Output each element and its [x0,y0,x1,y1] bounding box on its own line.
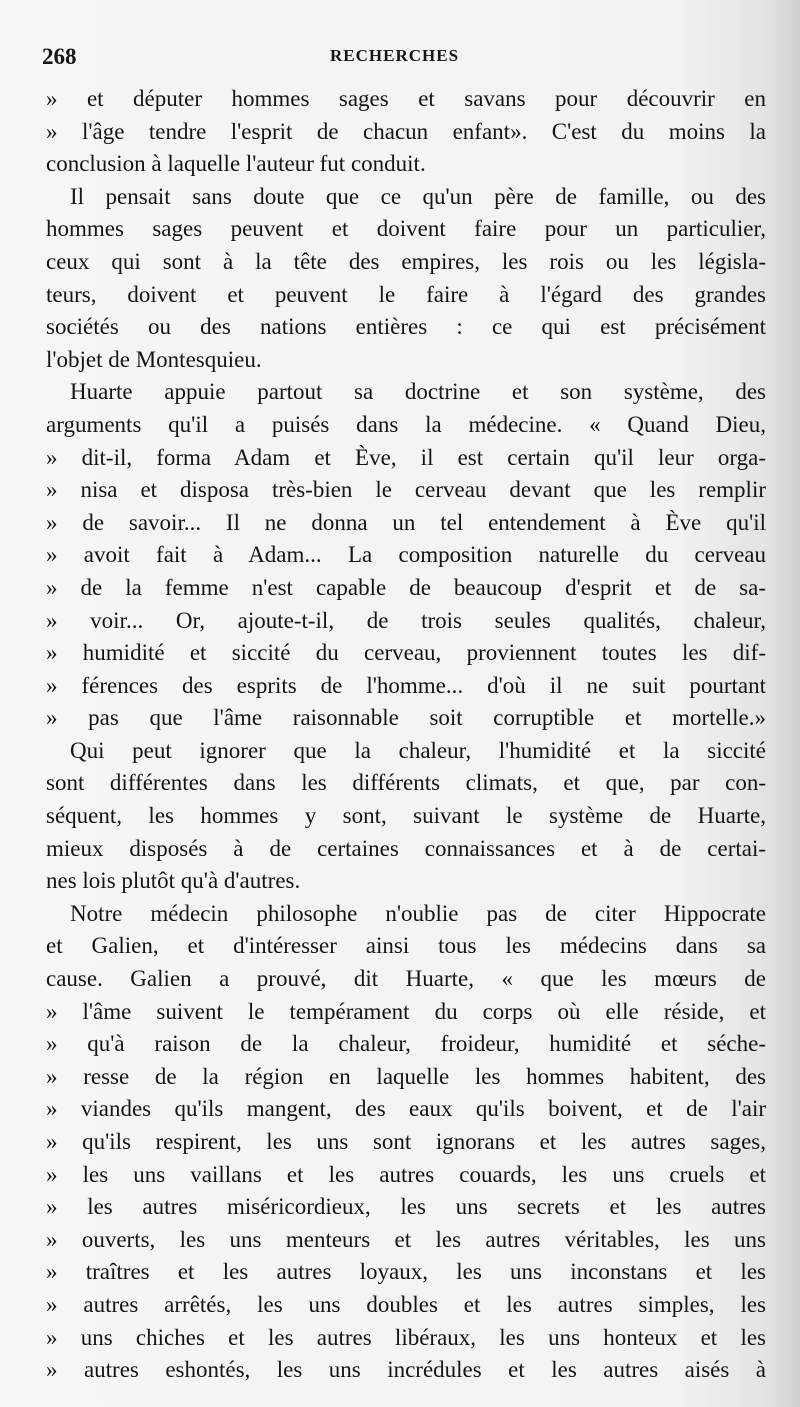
body-text [46,83,766,1387]
text-line: séquent, les hommes y sont, suivant le système de Huarte, [46,803,766,829]
text-line: cause. Galien a prouvé, dit Huarte, « que les mœurs de [46,966,766,992]
text-line: sociétés ou des nations entières : ce qui est précisément [46,314,766,340]
text-line: ceux qui sont à la tête des empires, les rois ou les législa- [46,248,766,274]
text-line: » nisa et disposa très-bien le cerveau devant que les remplir [46,477,766,503]
text-line: » voir... Or, ajoute-t-il, de trois seules qualités, chaleur, [46,607,766,633]
text-line: » humidité et siccité du cerveau, proviennent toutes les dif- [46,640,766,666]
text-line: » autres arrêtés, les uns doubles et les autres simples, les [46,1291,766,1317]
text-line: » traîtres et les autres loyaux, les uns inconstans et les [46,1259,766,1285]
text-line: » les autres miséricordieux, les uns secrets et les autres [46,1194,766,1220]
text-line: » autres eshontés, les uns incrédules et les autres aisés à [46,1357,766,1383]
page-header [42,44,757,80]
text-line: » uns chiches et les autres libéraux, les uns honteux et les [46,1324,766,1350]
text-line: » qu'à raison de la chaleur, froideur, humidité et séche- [46,1031,766,1057]
page-number: 268 [42,44,77,69]
text-line: » viandes qu'ils mangent, des eaux qu'ils boivent, et de l'air [46,1096,766,1122]
text-line: teurs, doivent et peuvent le faire à l'égard des grandes [46,281,766,307]
text-line: » les uns vaillans et les autres couards, les uns cruels et [46,1161,766,1187]
text-line: Notre médecin philosophe n'oublie pas de citer Hippocrate [70,900,766,926]
text-line: » l'âge tendre l'esprit de chacun enfant». C'est du moins la [46,118,766,144]
text-line: » l'âme suivent le tempérament du corps où elle réside, et [46,998,766,1024]
text-line: arguments qu'il a puisés dans la médecine. « Quand Dieu, [46,411,766,437]
text-line: » resse de la région en laquelle les hommes habitent, des [46,1063,766,1089]
text-line: et Galien, et d'intéresser ainsi tous les médecins dans sa [46,933,766,959]
text-line: » de la femme n'est capable de beaucoup d'esprit et de sa- [46,574,766,600]
text-line: » et députer hommes sages et savans pour découvrir en [46,86,766,111]
text-line: Il pensait sans doute que ce qu'un père de famille, ou des [70,183,766,209]
running-head: RECHERCHES [330,46,460,65]
text-line: » avoit fait à Adam... La composition naturelle du cerveau [46,542,766,568]
text-line: nes lois plutôt qu'à d'autres. [46,868,301,894]
text-line: Qui peut ignorer que la chaleur, l'humidité et la siccité [70,737,766,763]
text-line: » dit-il, forma Adam et Ève, il est certain qu'il leur orga- [46,444,766,470]
text-line: l'objet de Montesquieu. [46,346,262,372]
text-line: » férences des esprits de l'homme... d'où il ne suit pourtant [46,672,766,698]
text-line: » ouverts, les uns menteurs et les autres véritables, les uns [46,1226,766,1252]
text-line: conclusion à laquelle l'auteur fut conduit. [46,151,426,177]
text-line: hommes sages peuvent et doivent faire pour un particulier, [46,216,766,242]
text-line: » qu'ils respirent, les uns sont ignorans et les autres sages, [46,1129,766,1154]
text-line: » pas que l'âme raisonnable soit corruptible et mortelle.» [46,705,766,731]
text-line: » de savoir... Il ne donna un tel entendement à Ève qu'il [46,509,766,535]
text-line: Huarte appuie partout sa doctrine et son système, des [70,379,766,405]
text-line: sont différentes dans les différents climats, et que, par con- [46,770,766,796]
text-line: mieux disposés à de certaines connaissances et à de certai- [46,835,766,861]
